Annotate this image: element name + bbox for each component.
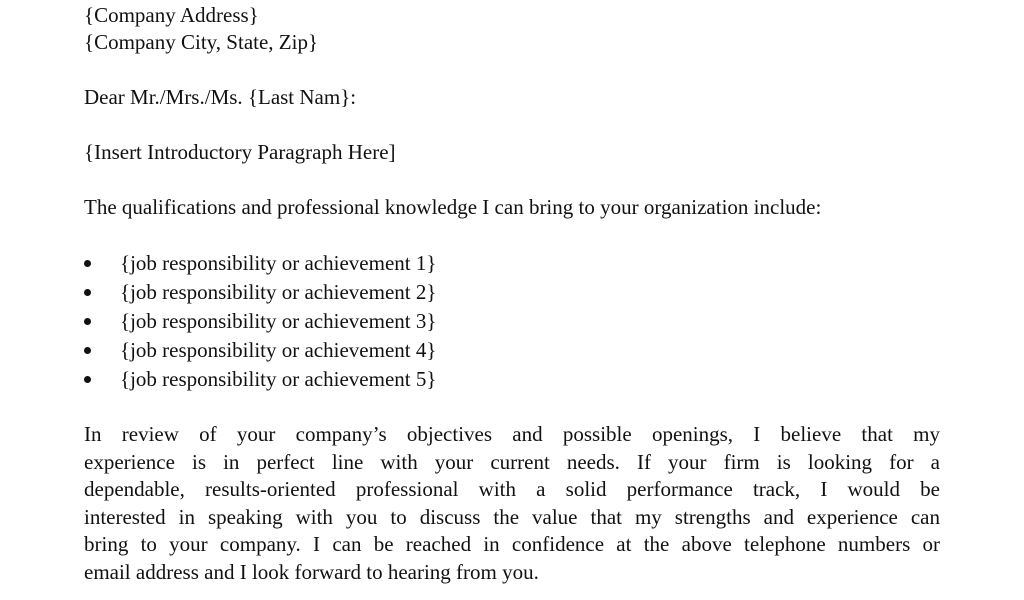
company-city-state-zip-line: {Company City, State, Zip} bbox=[84, 30, 319, 54]
bullet-icon bbox=[84, 376, 91, 383]
bullet-icon bbox=[84, 260, 91, 267]
closing-paragraph-line: email address and I look forward to hearing from you. bbox=[84, 559, 539, 584]
list-item bbox=[84, 279, 436, 308]
bullet-icon bbox=[84, 318, 91, 325]
bullet-text: {job responsibility or achievement 3} bbox=[120, 309, 437, 333]
list-item bbox=[84, 337, 436, 366]
list-item bbox=[84, 250, 436, 279]
bullet-icon bbox=[84, 347, 91, 354]
bullet-text: {job responsibility or achievement 5} bbox=[120, 367, 437, 391]
closing-paragraph-line: dependable, results-oriented professional with a solid performance track, I would be bbox=[84, 477, 940, 501]
closing-paragraph-line: bring to your company. I can be reached in confidence at the above telephone numbers or bbox=[84, 532, 940, 556]
bullet-text: {job responsibility or achievement 1} bbox=[120, 251, 437, 275]
introductory-paragraph-placeholder: {Insert Introductory Paragraph Here] bbox=[84, 140, 396, 164]
bullet-text: {job responsibility or achievement 2} bbox=[120, 280, 437, 304]
qualifications-lead-sentence: The qualifications and professional knowledge I can bring to your organization include: bbox=[84, 195, 822, 219]
closing-paragraph-line: experience is in perfect line with your current needs. If your firm is looking for a bbox=[84, 449, 940, 474]
closing-paragraph-line: interested in speaking with you to discuss the value that my strengths and experience can bbox=[84, 504, 940, 529]
bullet-icon bbox=[84, 289, 91, 296]
closing-paragraph-line: In review of your company’s objectives and possible openings, I believe that my bbox=[84, 422, 940, 446]
qualifications-bullet-list bbox=[84, 250, 436, 395]
closing-paragraph bbox=[84, 421, 940, 586]
bullet-text: {job responsibility or achievement 4} bbox=[120, 338, 437, 362]
list-item bbox=[84, 366, 436, 395]
salutation: Dear Mr./Mrs./Ms. {Last Nam}: bbox=[84, 85, 357, 109]
list-item bbox=[84, 308, 436, 337]
company-address-line: {Company Address} bbox=[84, 3, 259, 27]
